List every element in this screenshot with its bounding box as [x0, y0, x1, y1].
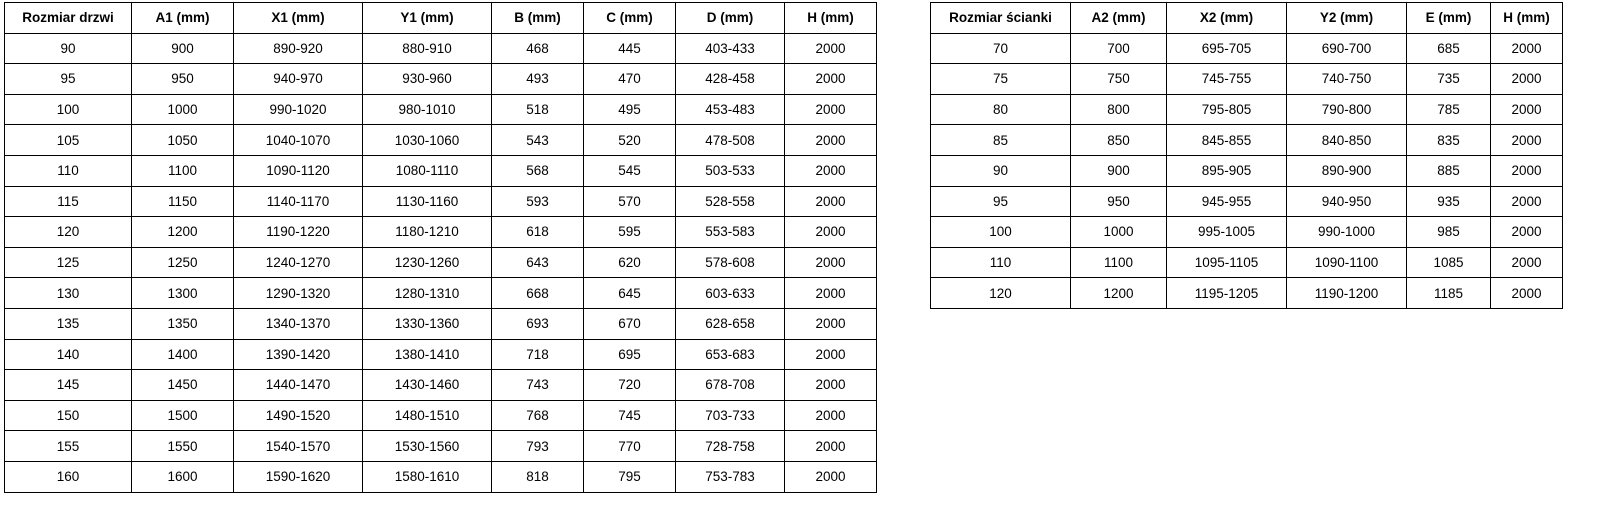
door-size-column-header: Y1 (mm) [363, 3, 492, 34]
door-size-cell: 1400 [132, 339, 234, 370]
door-size-column-header: B (mm) [492, 3, 584, 34]
wall-size-cell: 995-1005 [1167, 217, 1287, 248]
door-size-cell: 1490-1520 [234, 400, 363, 431]
door-size-cell: 2000 [785, 186, 877, 217]
wall-size-cell: 800 [1071, 94, 1167, 125]
door-size-cell: 1250 [132, 247, 234, 278]
wall-size-cell: 985 [1407, 217, 1491, 248]
door-size-cell: 110 [5, 155, 132, 186]
wall-size-cell: 2000 [1491, 278, 1563, 309]
door-size-cell: 578-608 [676, 247, 785, 278]
table-row [931, 155, 1563, 186]
door-size-cell: 1300 [132, 278, 234, 309]
wall-size-column-header: E (mm) [1407, 3, 1491, 34]
door-size-cell: 618 [492, 217, 584, 248]
door-size-cell: 670 [584, 308, 676, 339]
wall-size-column-header: Y2 (mm) [1287, 3, 1407, 34]
wall-size-cell: 790-800 [1287, 94, 1407, 125]
door-size-cell: 553-583 [676, 217, 785, 248]
door-size-cell: 135 [5, 308, 132, 339]
door-size-cell: 1290-1320 [234, 278, 363, 309]
door-size-cell: 693 [492, 308, 584, 339]
wall-size-cell: 990-1000 [1287, 217, 1407, 248]
wall-size-cell: 90 [931, 155, 1071, 186]
door-size-cell: 115 [5, 186, 132, 217]
door-size-cell: 795 [584, 461, 676, 492]
wall-size-cell: 845-855 [1167, 125, 1287, 156]
wall-size-cell: 95 [931, 186, 1071, 217]
table-row [931, 247, 1563, 278]
table-row [5, 278, 877, 309]
door-size-cell: 160 [5, 461, 132, 492]
wall-size-cell: 1085 [1407, 247, 1491, 278]
door-size-cell: 468 [492, 33, 584, 64]
door-size-cell: 818 [492, 461, 584, 492]
wall-size-cell: 840-850 [1287, 125, 1407, 156]
door-size-cell: 1480-1510 [363, 400, 492, 431]
door-size-cell: 545 [584, 155, 676, 186]
table-row [5, 155, 877, 186]
wall-size-cell: 685 [1407, 33, 1491, 64]
table-row [5, 370, 877, 401]
door-size-cell: 445 [584, 33, 676, 64]
table-row [931, 94, 1563, 125]
door-size-cell: 2000 [785, 308, 877, 339]
door-size-cell: 125 [5, 247, 132, 278]
table-row [931, 186, 1563, 217]
table-row [931, 64, 1563, 95]
door-size-cell: 493 [492, 64, 584, 95]
door-size-cell: 1000 [132, 94, 234, 125]
door-size-cell: 643 [492, 247, 584, 278]
door-size-cell: 403-433 [676, 33, 785, 64]
wall-size-cell: 695-705 [1167, 33, 1287, 64]
door-size-cell: 100 [5, 94, 132, 125]
door-size-column-header: H (mm) [785, 3, 877, 34]
door-size-cell: 1140-1170 [234, 186, 363, 217]
wall-size-cell: 120 [931, 278, 1071, 309]
door-size-cell: 1040-1070 [234, 125, 363, 156]
door-size-cell: 503-533 [676, 155, 785, 186]
wall-size-cell: 1195-1205 [1167, 278, 1287, 309]
door-size-cell: 628-658 [676, 308, 785, 339]
door-size-cell: 1050 [132, 125, 234, 156]
wall-size-cell: 110 [931, 247, 1071, 278]
table-row [931, 217, 1563, 248]
wall-size-cell: 2000 [1491, 247, 1563, 278]
door-size-cell: 1550 [132, 431, 234, 462]
door-size-cell: 528-558 [676, 186, 785, 217]
table-row [5, 94, 877, 125]
door-size-cell: 593 [492, 186, 584, 217]
table-row [5, 308, 877, 339]
wall-size-cell: 1190-1200 [1287, 278, 1407, 309]
door-size-cell: 980-1010 [363, 94, 492, 125]
door-size-cell: 478-508 [676, 125, 785, 156]
door-size-cell: 1130-1160 [363, 186, 492, 217]
wall-size-cell: 945-955 [1167, 186, 1287, 217]
wall-size-cell: 795-805 [1167, 94, 1287, 125]
door-size-cell: 2000 [785, 370, 877, 401]
wall-size-cell: 735 [1407, 64, 1491, 95]
door-size-cell: 2000 [785, 461, 877, 492]
door-size-cell: 1080-1110 [363, 155, 492, 186]
door-size-cell: 155 [5, 431, 132, 462]
table-row [5, 339, 877, 370]
wall-size-cell: 2000 [1491, 94, 1563, 125]
door-size-cell: 743 [492, 370, 584, 401]
door-size-cell: 2000 [785, 125, 877, 156]
table-header-row [5, 3, 877, 34]
table-header-row [931, 3, 1563, 34]
table-row [931, 278, 1563, 309]
door-size-cell: 1580-1610 [363, 461, 492, 492]
wall-size-cell: 935 [1407, 186, 1491, 217]
door-size-cell: 95 [5, 64, 132, 95]
wall-size-table [930, 2, 1563, 309]
wall-size-cell: 850 [1071, 125, 1167, 156]
door-size-cell: 428-458 [676, 64, 785, 95]
door-size-cell: 603-633 [676, 278, 785, 309]
door-size-cell: 645 [584, 278, 676, 309]
wall-size-cell: 885 [1407, 155, 1491, 186]
door-size-cell: 1230-1260 [363, 247, 492, 278]
door-size-cell: 620 [584, 247, 676, 278]
table-row [5, 64, 877, 95]
door-size-cell: 1430-1460 [363, 370, 492, 401]
door-size-cell: 1280-1310 [363, 278, 492, 309]
door-size-cell: 1530-1560 [363, 431, 492, 462]
door-size-cell: 130 [5, 278, 132, 309]
door-size-cell: 150 [5, 400, 132, 431]
wall-size-cell: 950 [1071, 186, 1167, 217]
door-size-cell: 2000 [785, 339, 877, 370]
wall-size-cell: 2000 [1491, 217, 1563, 248]
wall-size-cell: 2000 [1491, 186, 1563, 217]
table-row [5, 186, 877, 217]
door-size-column-header: C (mm) [584, 3, 676, 34]
wall-size-cell: 940-950 [1287, 186, 1407, 217]
wall-size-cell: 900 [1071, 155, 1167, 186]
table-row [5, 217, 877, 248]
door-size-cell: 2000 [785, 155, 877, 186]
door-size-cell: 1340-1370 [234, 308, 363, 339]
door-size-cell: 140 [5, 339, 132, 370]
door-size-cell: 2000 [785, 217, 877, 248]
door-size-cell: 990-1020 [234, 94, 363, 125]
table-row [5, 125, 877, 156]
door-size-cell: 1240-1270 [234, 247, 363, 278]
door-size-cell: 1350 [132, 308, 234, 339]
wall-size-cell: 85 [931, 125, 1071, 156]
wall-size-column-header: X2 (mm) [1167, 3, 1287, 34]
wall-size-cell: 890-900 [1287, 155, 1407, 186]
door-size-cell: 900 [132, 33, 234, 64]
door-size-cell: 930-960 [363, 64, 492, 95]
door-size-cell: 570 [584, 186, 676, 217]
door-size-cell: 1090-1120 [234, 155, 363, 186]
door-size-cell: 145 [5, 370, 132, 401]
door-size-cell: 1500 [132, 400, 234, 431]
door-size-cell: 1030-1060 [363, 125, 492, 156]
wall-size-cell: 100 [931, 217, 1071, 248]
door-size-cell: 940-970 [234, 64, 363, 95]
door-size-column-header: Rozmiar drzwi [5, 3, 132, 34]
door-size-cell: 768 [492, 400, 584, 431]
door-size-cell: 105 [5, 125, 132, 156]
door-size-cell: 2000 [785, 33, 877, 64]
wall-size-cell: 75 [931, 64, 1071, 95]
door-size-cell: 950 [132, 64, 234, 95]
door-size-cell: 595 [584, 217, 676, 248]
door-size-cell: 453-483 [676, 94, 785, 125]
table-row [5, 461, 877, 492]
door-size-column-header: X1 (mm) [234, 3, 363, 34]
door-size-cell: 770 [584, 431, 676, 462]
wall-size-cell: 835 [1407, 125, 1491, 156]
wall-size-cell: 80 [931, 94, 1071, 125]
door-size-cell: 1440-1470 [234, 370, 363, 401]
wall-size-cell: 70 [931, 33, 1071, 64]
wall-size-column-header: H (mm) [1491, 3, 1563, 34]
table-row [931, 33, 1563, 64]
wall-size-cell: 745-755 [1167, 64, 1287, 95]
door-size-cell: 470 [584, 64, 676, 95]
door-size-cell: 718 [492, 339, 584, 370]
door-size-cell: 495 [584, 94, 676, 125]
door-size-cell: 120 [5, 217, 132, 248]
wall-size-cell: 2000 [1491, 125, 1563, 156]
wall-size-cell: 2000 [1491, 64, 1563, 95]
door-size-cell: 720 [584, 370, 676, 401]
door-size-cell: 1100 [132, 155, 234, 186]
table-row [931, 125, 1563, 156]
door-size-cell: 1390-1420 [234, 339, 363, 370]
wall-size-column-header: Rozmiar ścianki [931, 3, 1071, 34]
wall-size-cell: 895-905 [1167, 155, 1287, 186]
door-size-cell: 1330-1360 [363, 308, 492, 339]
door-size-cell: 2000 [785, 278, 877, 309]
door-size-column-header: A1 (mm) [132, 3, 234, 34]
door-size-cell: 678-708 [676, 370, 785, 401]
wall-size-cell: 1090-1100 [1287, 247, 1407, 278]
door-size-cell: 653-683 [676, 339, 785, 370]
door-size-cell: 1450 [132, 370, 234, 401]
wall-size-cell: 1100 [1071, 247, 1167, 278]
door-size-cell: 543 [492, 125, 584, 156]
door-size-cell: 703-733 [676, 400, 785, 431]
door-size-cell: 1190-1220 [234, 217, 363, 248]
wall-size-cell: 2000 [1491, 33, 1563, 64]
wall-size-cell: 740-750 [1287, 64, 1407, 95]
door-size-cell: 2000 [785, 247, 877, 278]
wall-size-cell: 1000 [1071, 217, 1167, 248]
door-size-cell: 518 [492, 94, 584, 125]
wall-size-cell: 750 [1071, 64, 1167, 95]
door-size-cell: 745 [584, 400, 676, 431]
door-size-cell: 695 [584, 339, 676, 370]
door-size-cell: 2000 [785, 64, 877, 95]
door-size-cell: 1150 [132, 186, 234, 217]
door-size-cell: 520 [584, 125, 676, 156]
wall-size-cell: 1185 [1407, 278, 1491, 309]
door-size-cell: 668 [492, 278, 584, 309]
table-row [5, 431, 877, 462]
wall-size-column-header: A2 (mm) [1071, 3, 1167, 34]
table-row [5, 400, 877, 431]
door-size-cell: 1600 [132, 461, 234, 492]
table-row [5, 33, 877, 64]
door-size-cell: 2000 [785, 94, 877, 125]
door-size-cell: 1540-1570 [234, 431, 363, 462]
door-size-cell: 753-783 [676, 461, 785, 492]
door-size-table [4, 2, 877, 493]
wall-size-cell: 785 [1407, 94, 1491, 125]
door-size-column-header: D (mm) [676, 3, 785, 34]
door-size-cell: 2000 [785, 431, 877, 462]
door-size-cell: 728-758 [676, 431, 785, 462]
door-size-cell: 793 [492, 431, 584, 462]
door-size-cell: 1200 [132, 217, 234, 248]
wall-size-cell: 700 [1071, 33, 1167, 64]
door-size-cell: 568 [492, 155, 584, 186]
wall-size-cell: 2000 [1491, 155, 1563, 186]
door-size-cell: 90 [5, 33, 132, 64]
door-size-cell: 2000 [785, 400, 877, 431]
door-size-cell: 1380-1410 [363, 339, 492, 370]
wall-size-cell: 690-700 [1287, 33, 1407, 64]
wall-size-cell: 1200 [1071, 278, 1167, 309]
door-size-cell: 890-920 [234, 33, 363, 64]
table-row [5, 247, 877, 278]
door-size-cell: 1590-1620 [234, 461, 363, 492]
wall-size-cell: 1095-1105 [1167, 247, 1287, 278]
door-size-cell: 880-910 [363, 33, 492, 64]
door-size-cell: 1180-1210 [363, 217, 492, 248]
